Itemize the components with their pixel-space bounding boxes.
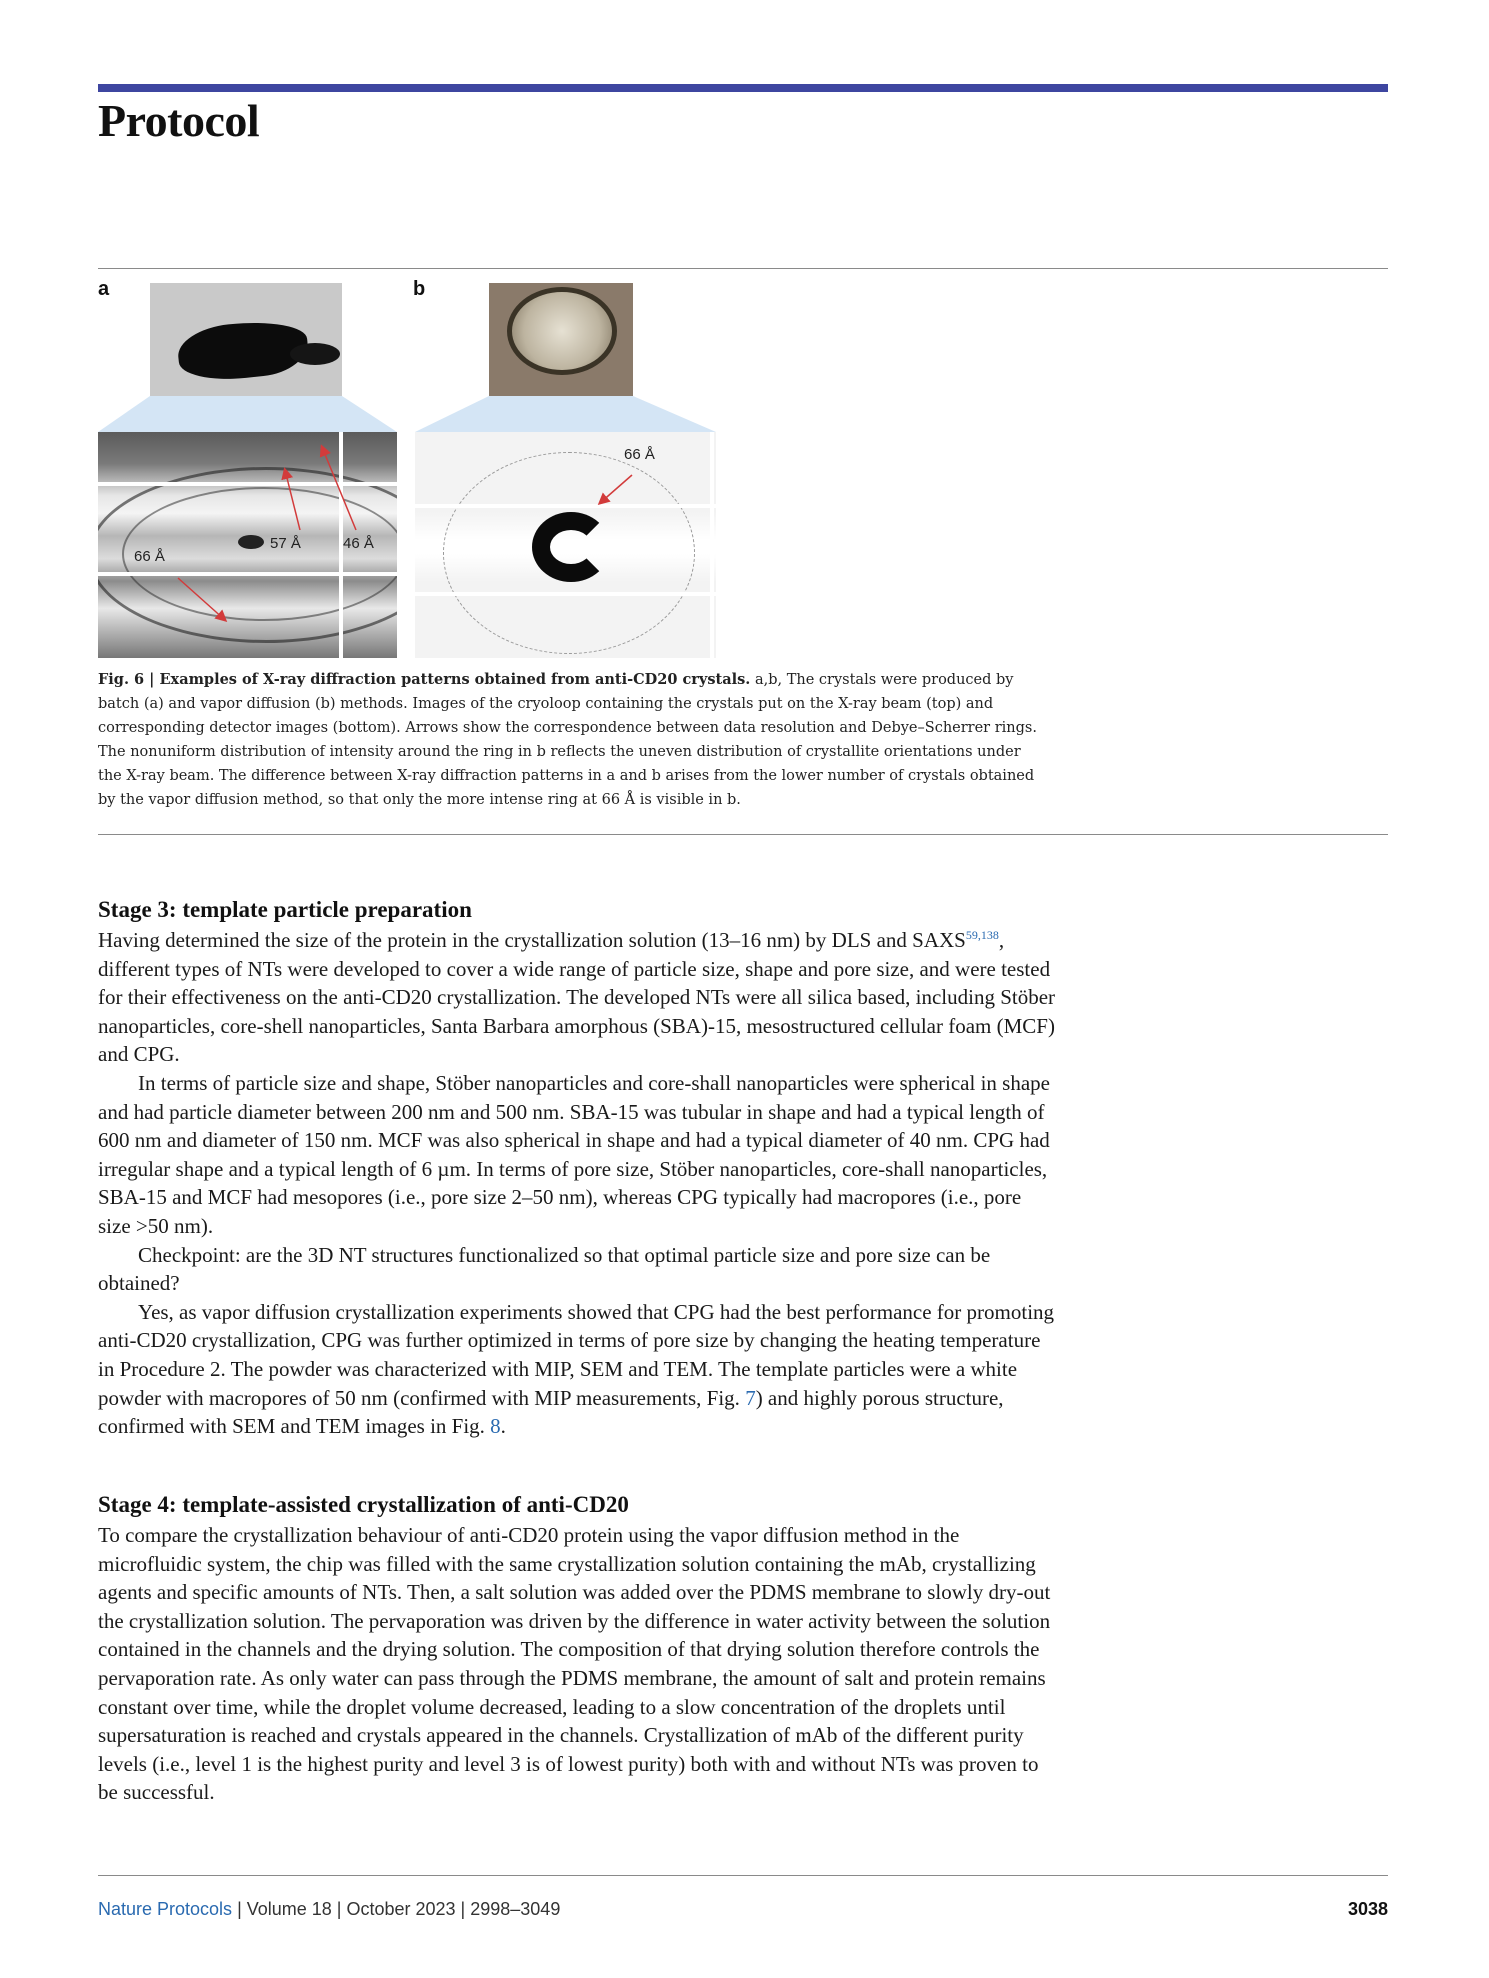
stage3-paragraph-3: Checkpoint: are the 3D NT structures functionalized so that optimal particle size and pore size can be obtained? — [98, 1242, 991, 1296]
panel-b-zoom-funnel — [415, 396, 716, 432]
label-46a: 46 Å — [343, 535, 374, 552]
detector-gap — [710, 432, 714, 658]
reference-link[interactable]: 59,138 — [965, 928, 999, 942]
page-number: 3038 — [1347, 1899, 1388, 1919]
beam-stop-shadow — [532, 512, 610, 582]
footer-citation: Nature Protocols | Volume 18 | October 2023 | 2998–3049 — [98, 1899, 561, 1919]
label-66b: 66 Å — [624, 446, 655, 463]
panel-a-letter: a — [98, 278, 110, 300]
caption-body: a,b, The crystals were produced by batch (a) and vapor diffusion (b) methods. Images of the cryoloop containing the crystals put on the X-ray beam (top) and corresponding detector images (bottom). Arrows show the correspondence between data resolution and Debye–Scherrer rings. The nonuniform distribution of intensity around the ring in b reflects the uneven distribution of crystallite orientations under the X-ray beam. The difference between X-ray diffraction patterns in a and b arises from the lower number of crystals obtained by the vapor diffusion method, so that only the more intense ring at 66 Å is visible in b. — [98, 672, 1037, 808]
detector-gap — [415, 504, 716, 508]
panel-a-zoom-funnel — [98, 396, 397, 432]
cryoloop — [507, 287, 617, 375]
stage4-body — [98, 1521, 1058, 1807]
panel-b-letter: b — [413, 278, 426, 300]
panel-a-cryoloop-image — [150, 283, 342, 396]
panel-b-cryoloop-image — [489, 283, 633, 396]
figure-7-link[interactable]: 7 — [745, 1385, 756, 1410]
section-label: Protocol — [98, 95, 260, 146]
stage3-paragraph-4: Yes, as vapor diffusion crystallization experiments showed that CPG had the best performance for promoting anti-CD20 crystallization, CPG was further optimized in terms of pore size by changing the heating temperature in Procedure 2. The powder was characterized with MIP, SEM and TEM. The template particles were a white powder with macropores of 50 nm (confirmed with MIP measurements, Fig. 7) and highly porous structure, confirmed with SEM and TEM images in Fig. 8. — [98, 1299, 1055, 1439]
beam-stop — [238, 535, 264, 549]
panel-b-detector-image — [415, 432, 716, 658]
stage4-paragraph-1: To compare the crystallization behaviour of anti-CD20 protein using the vapor diffusion method in the microfluidic system, the chip was filled with the same crystallization solution containing the mAb, crystallizing agents and specific amounts of NTs. Then, a salt solution was added over the PDMS membrane to slowly dry-out the crystallization solution. The pervaporation was driven by the difference in water activity between the solution contained in the channels and the drying solution. The composition of that drying solution therefore controls the pervaporation rate. As only water can pass through the PDMS membrane, the amount of salt and protein remains constant over time, while the droplet volume decreased, leading to a slow concentration of the droplets until supersaturation is reached and crystals appeared in the channels. Crystallization of mAb of the different purity levels (i.e., level 1 is the highest purity and level 3 is of lowest purity) both with and without NTs was proven to be successful. — [98, 1523, 1051, 1805]
label-66a: 66 Å — [134, 548, 165, 565]
crystal-tail — [290, 343, 340, 365]
label-57a: 57 Å — [270, 535, 301, 552]
figure-bottom-rule — [98, 834, 1388, 835]
stage3-heading: Stage 3: template particle preparation — [98, 897, 472, 922]
footer-rule — [98, 1875, 1388, 1876]
figure-8-link[interactable]: 8 — [490, 1414, 501, 1439]
journal-link[interactable]: Nature Protocols — [98, 1899, 233, 1919]
stage3-paragraph-2: In terms of particle size and shape, Stöber nanoparticles and core-shall nanoparticles were spherical in shape and had particle diameter between 200 nm and 500 nm. SBA-15 was tubular in shape and had a typical length of 600 nm and diameter of 150 nm. MCF was also spherical in shape and had a typical diameter of 40 nm. CPG had irregular shape and a typical length of 6 µm. In terms of pore size, Stöber nanoparticles, core-shall nanoparticles, SBA-15 and MCF had mesopores (i.e., pore size 2–50 nm), whereas CPG typically had macropores (i.e., pore size >50 nm). — [98, 1070, 1050, 1238]
caption-title: Fig. 6 | Examples of X-ray diffraction patterns obtained from anti-CD20 crystals. — [98, 671, 751, 688]
header-bar — [98, 84, 1388, 92]
stage3-paragraph-1: Having determined the size of the protein in the crystallization solution (13–16 nm) by DLS and SAXS$^{59,138}$, different types of NTs were developed to cover a wide range of particle size, shape and pore size, and were tested for their effectiveness on the anti-CD20 crystallization. The developed NTs were all silica based, including Stöber nanoparticles, core-shell nanoparticles, Santa Barbara amorphous (SBA)-15, mesostructured cellular foam (MCF) and CPG. — [98, 928, 1056, 1067]
detector-gap — [415, 592, 716, 596]
figure-top-rule — [98, 268, 1388, 269]
figure-caption — [98, 668, 1038, 812]
stage4-heading: Stage 4: template-assisted crystallization of anti-CD20 — [98, 1492, 629, 1517]
stage3-body — [98, 926, 1058, 1441]
detector-gap — [98, 572, 397, 576]
detector-gap — [98, 482, 397, 486]
